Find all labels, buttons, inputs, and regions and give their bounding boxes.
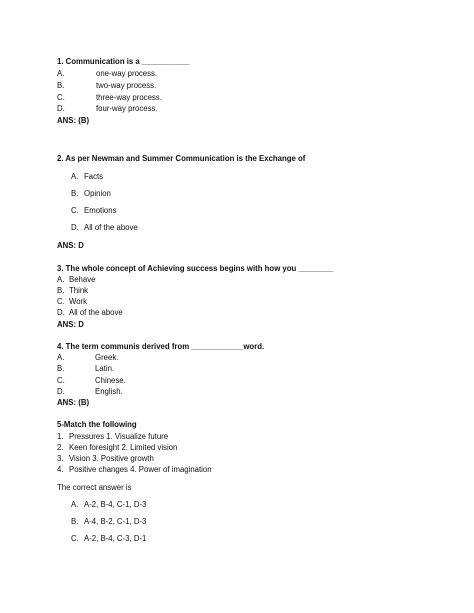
q3-question: 3. The whole concept of Achieving success begins with how you ________ xyxy=(57,264,334,273)
q1-option-c-text: three-way process. xyxy=(96,93,162,102)
q5-item-1-num: 1. xyxy=(57,432,64,441)
q3-answer: ANS: D xyxy=(57,320,84,329)
q5-item-1-text: Pressures 1. Visualize future xyxy=(69,432,169,441)
q5-item-2-num: 2. xyxy=(57,443,64,452)
q5-item-3-text: Vision 3. Positive growth xyxy=(69,454,154,463)
q2-option-b-letter: B. xyxy=(71,189,79,198)
q5-option-b-letter: B. xyxy=(71,517,79,526)
q3-option-b-text: Think xyxy=(69,286,89,295)
q4-option-a-letter: A. xyxy=(57,353,65,362)
q4-option-c-text: Chinese. xyxy=(95,376,126,385)
q2-option-a-letter: A. xyxy=(71,172,79,181)
q1-question: 1. Communication is a ___________ xyxy=(57,57,190,66)
q2-option-a-text: Facts xyxy=(84,172,104,181)
q5-question: 5-Match the following xyxy=(57,420,137,429)
q2-answer: ANS: D xyxy=(57,241,84,250)
q5-item-2-text: Keen foresight 2. Limited vision xyxy=(69,443,178,452)
q1-option-a-text: one-way process. xyxy=(96,69,158,78)
q3-option-d-letter: D. xyxy=(57,308,65,317)
q2-option-d-letter: D. xyxy=(71,223,79,232)
q4-option-d-letter: D. xyxy=(57,387,65,396)
q4-option-c-letter: C. xyxy=(57,376,65,385)
q4-option-b-text: Latin. xyxy=(95,364,115,373)
q3-option-c-text: Work xyxy=(69,297,88,306)
q2-option-c-letter: C. xyxy=(71,206,79,215)
q5-prompt: The correct answer is xyxy=(57,483,132,492)
q3-option-d-text: All of the above xyxy=(69,308,123,317)
q4-answer: ANS: (B) xyxy=(57,398,90,407)
q5-item-4-text: Positive changes 4. Power of imagination xyxy=(69,465,212,474)
q5-item-3-num: 3. xyxy=(57,454,64,463)
q4-question: 4. The term communis derived from ____________word. xyxy=(57,342,265,351)
q5-option-c-letter: C. xyxy=(71,534,79,543)
q1-option-b-letter: B. xyxy=(57,81,65,90)
q4-option-a-text: Greek. xyxy=(95,353,119,362)
q2-option-d-text: All of the above xyxy=(84,223,138,232)
q3-option-b-letter: B. xyxy=(57,286,65,295)
q1-option-d-text: four-way process. xyxy=(96,104,158,113)
q1-option-c-letter: C. xyxy=(57,93,65,102)
q4-option-b-letter: B. xyxy=(57,364,65,373)
q3-option-a-letter: A. xyxy=(57,275,65,284)
q1-option-a-letter: A. xyxy=(57,69,65,78)
q4-option-d-text: English. xyxy=(95,387,123,396)
q2-option-b-text: Opinion xyxy=(84,189,111,198)
q3-option-c-letter: C. xyxy=(57,297,65,306)
q5-option-a-letter: A. xyxy=(71,500,79,509)
q5-option-b-text: A-4, B-2, C-1, D-3 xyxy=(84,517,147,526)
q5-option-a-text: A-2, B-4, C-1, D-3 xyxy=(84,500,147,509)
q2-question: 2. As per Newman and Summer Communication is the Exchange of xyxy=(57,154,306,163)
q5-option-c-text: A-2, B-4, C-3, D-1 xyxy=(84,534,147,543)
q5-item-4-num: 4. xyxy=(57,465,64,474)
q1-option-b-text: two-way process. xyxy=(96,81,157,90)
q1-option-d-letter: D. xyxy=(57,104,65,113)
q3-option-a-text: Behave xyxy=(69,275,96,284)
q1-answer: ANS: (B) xyxy=(57,116,90,125)
q2-option-c-text: Emotions xyxy=(84,206,117,215)
